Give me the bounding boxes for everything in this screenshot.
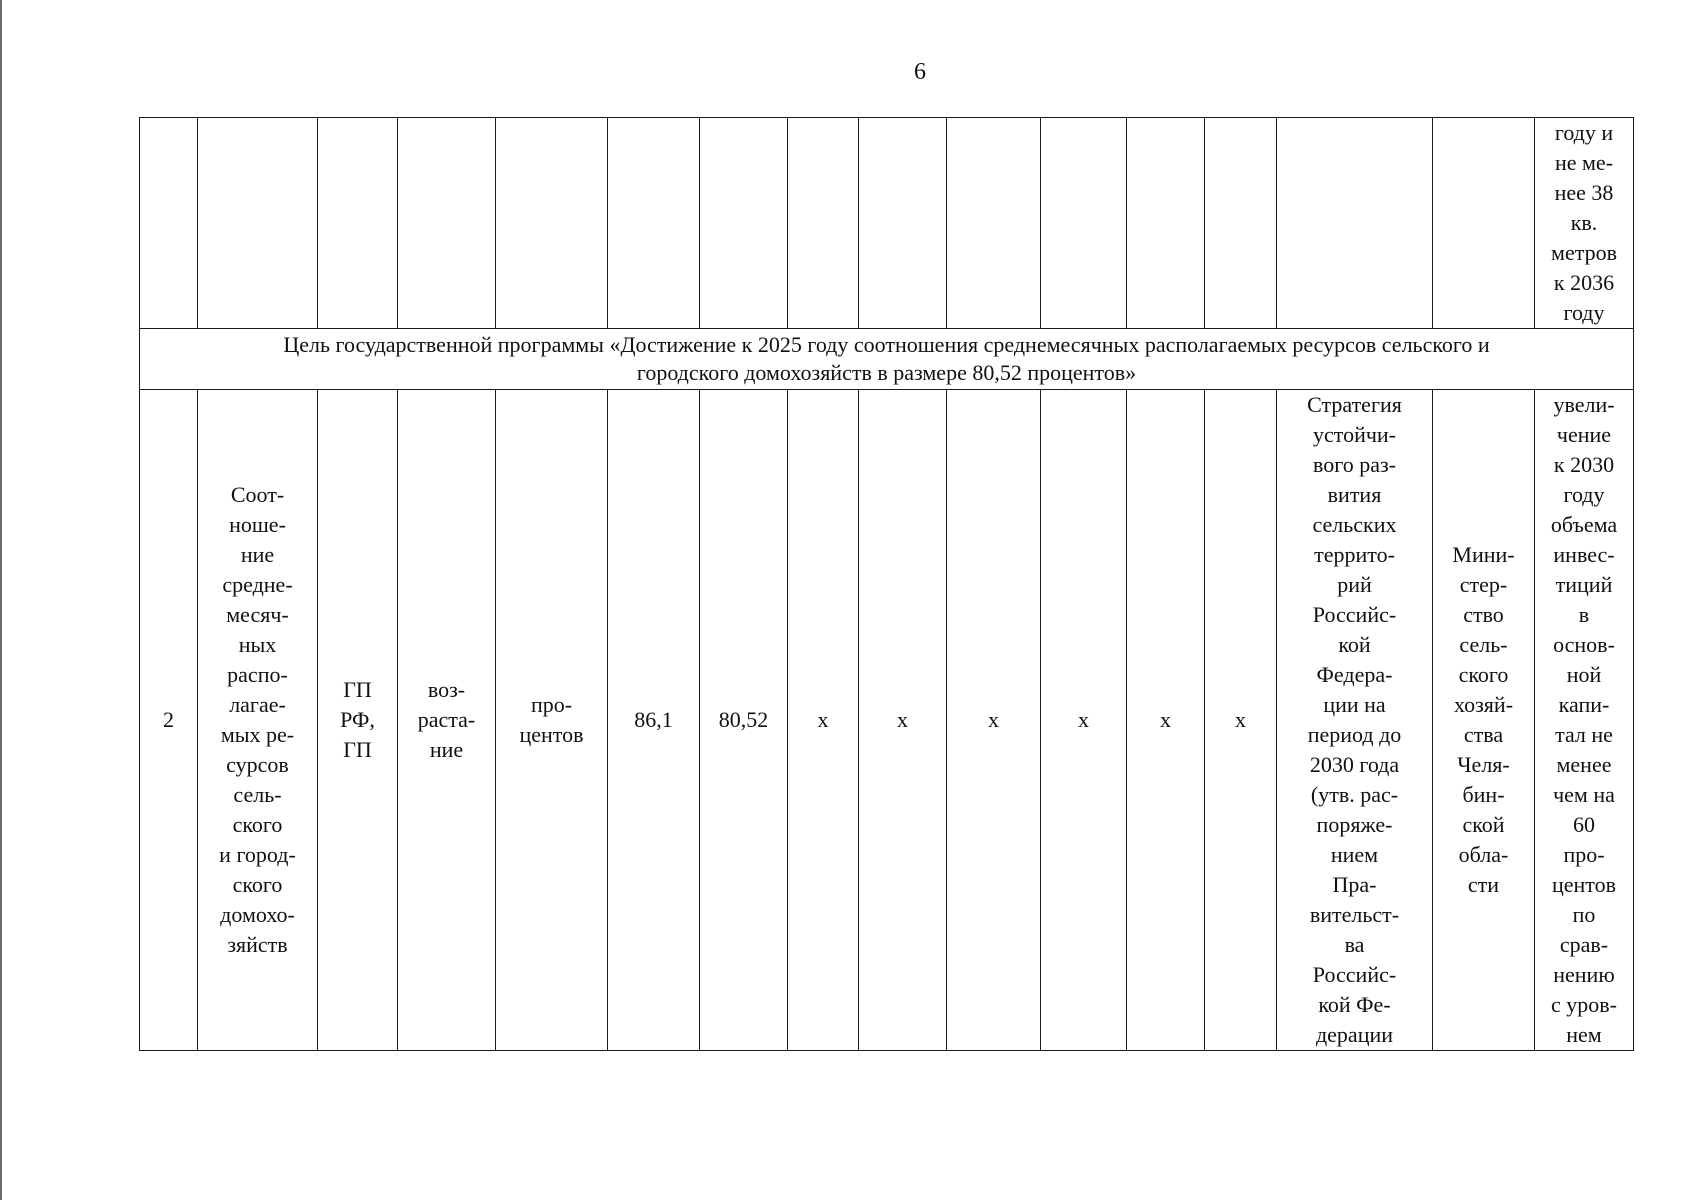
table-cell [496, 118, 608, 329]
table-cell [700, 118, 788, 329]
table-cell [1277, 118, 1433, 329]
year-value-cell: х [1041, 390, 1127, 1051]
page-number: 6 [914, 59, 926, 85]
table-cell [788, 118, 859, 329]
table-cell [140, 118, 198, 329]
indicator-level-cell: ГП РФ, ГП [318, 390, 398, 1051]
year-value-cell: х [1205, 390, 1277, 1051]
table-cell [1127, 118, 1205, 329]
scan-edge [0, 0, 2, 1200]
indicator-direction-cell: воз- раста- ние [398, 390, 496, 1051]
continued-row [140, 118, 1634, 329]
indicators-table [139, 117, 1634, 1051]
year-value-cell: х [859, 390, 947, 1051]
indicator-number-cell: 2 [140, 390, 198, 1051]
table-cell [859, 118, 947, 329]
target-value-cell: 80,52 [700, 390, 788, 1051]
table-cell [608, 118, 700, 329]
table-cell [1433, 118, 1535, 329]
year-value-cell: х [1127, 390, 1205, 1051]
responsible-agency-cell: Мини- стер- ство сель- ского хозяй- ства Челя- бин- ской обла- сти [1433, 390, 1535, 1051]
table-row [140, 390, 1634, 1051]
program-goal-cell: Цель государственной программы «Достижение к 2025 году соотношения среднемесячных располагаемых ресурсов сельского и городского домохозяйств в размере 80,52 процентов» [140, 329, 1634, 390]
continued-goal-link-cell: году и не ме- нее 38 кв. метров к 2036 году [1535, 118, 1634, 329]
goal-row [140, 329, 1634, 390]
base-value-cell: 86,1 [608, 390, 700, 1051]
year-value-cell: х [947, 390, 1041, 1051]
table-cell [1041, 118, 1127, 329]
table-cell [198, 118, 318, 329]
table-cell [398, 118, 496, 329]
source-document-cell: Стратегия устойчи- вого раз- вития сельских террито- рий Российс- кой Федера- ции на период до 2030 года (утв. рас- поряже- нием Пра- вительст- ва Российс- кой Фе- дерации [1277, 390, 1433, 1051]
table-cell [318, 118, 398, 329]
year-value-cell: х [788, 390, 859, 1051]
indicator-name-cell: Соот- ноше- ние средне- месяч- ных распо- лагае- мых ре- сурсов сель- ского и город- ского домохо- зяйств [198, 390, 318, 1051]
goal-link-cell: увели- чение к 2030 году объема инвес- тиций в основ- ной капи- тал не менее чем на 60 про- центов по срав- нению с уров- нем [1535, 390, 1634, 1051]
indicator-unit-cell: про- центов [496, 390, 608, 1051]
table-cell [947, 118, 1041, 329]
table-cell [1205, 118, 1277, 329]
